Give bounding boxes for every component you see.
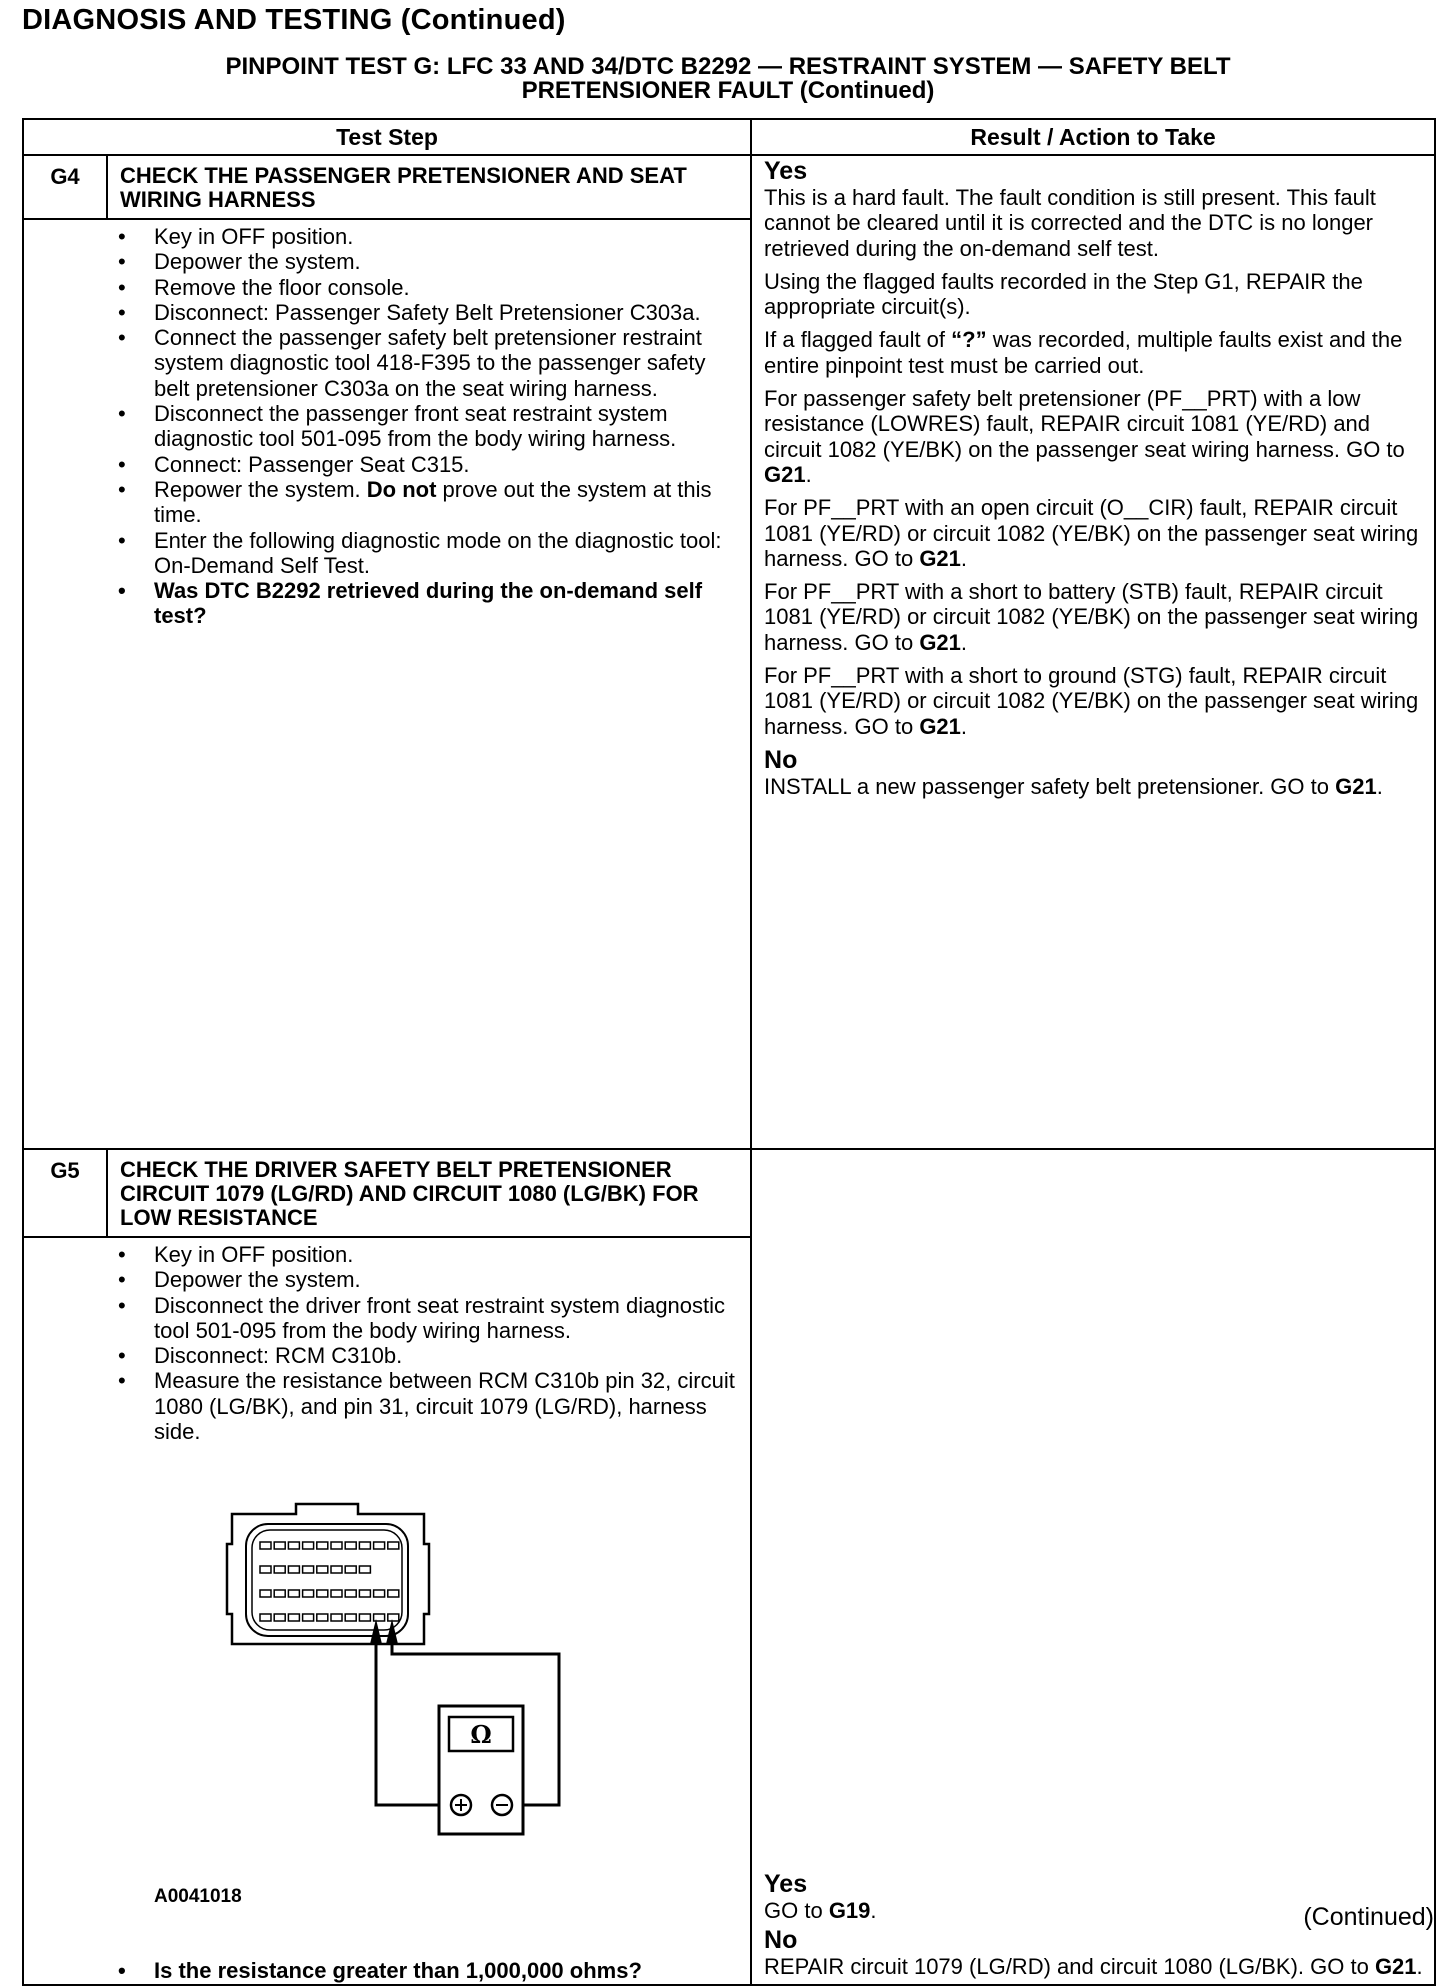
pin-cavity [260,1542,271,1549]
pin-cavity [359,1566,370,1573]
pinpoint-test-table [22,118,1436,1986]
result-g4-p7: For PF__PRT with a short to ground (STG) fault, REPAIR circuit 1081 (YE/RD) or circuit 1082 (YE/BK) on the passenger seat wiring harness. GO to G21. [764,663,1419,739]
result-g4-no: INSTALL a new passenger safety belt pretensioner. GO to G21. [764,773,1383,799]
list-item: • Connect the passenger safety belt pretensioner restraint system diagnostic tool 418-F395 to the passenger safety belt pretensioner C303a on the seat wiring harness. [24,325,742,401]
page-title: DIAGNOSIS AND TESTING (Continued) [22,4,566,36]
pin-cavity [359,1614,370,1621]
pin-cavity [388,1542,399,1549]
step-id-g5: G5 [23,1149,107,1237]
list-item: • Connect: Passenger Seat C315. [24,452,742,477]
pin-cavity [317,1542,328,1549]
pin-cavity [388,1614,399,1621]
pin-cavity [388,1590,399,1597]
result-g4-p6: For PF__PRT with a short to battery (STB) fault, REPAIR circuit 1081 (YE/RD) or circuit 1082 (YE/BK) on the passenger seat wiring harness. GO to G21. [764,579,1419,655]
pin-cavity [331,1614,342,1621]
goto-g21-link[interactable]: G21 [919,545,961,571]
result-g4-p2: Using the flagged faults recorded in the Step G1, REPAIR the appropriate circuit(s). [764,268,1363,320]
pin-cavity [331,1566,342,1573]
pin-cavity [317,1590,328,1597]
result-g4-p1: This is a hard fault. The fault condition is still present. This fault cannot be cleared until it is corrected and the DTC is no longer retrieved during the on-demand self test. [764,185,1376,261]
no-label-g4: No [764,745,798,774]
pin-cavity [274,1590,285,1597]
pinpoint-test-title [22,55,1434,103]
header-result-action: Result / Action to Take [751,119,1435,155]
question-g4: • Was DTC B2292 retrieved during the on-demand self test? [24,578,742,629]
connector-diagram [24,1484,742,1954]
pin-cavity [288,1542,299,1549]
ohm-symbol-icon: Ω [470,1720,492,1750]
question-g5: • Is the resistance greater than 1,000,000 ohms? [24,1958,742,1983]
goto-g21-link[interactable]: G21 [1374,1954,1417,1980]
result-g4-p5: For PF__PRT with an open circuit (O__CIR) fault, REPAIR circuit 1081 (YE/RD) or circuit 1082 (YE/BK) on the passenger seat wiring harness. GO to G21. [764,495,1419,571]
no-label-g5: No [764,1926,798,1955]
yes-label-g5: Yes [764,1870,808,1899]
pin-cavity [374,1542,385,1549]
result-g4-p4: For passenger safety belt pretensioner (PF__PRT) with a low resistance (LOWRES) fault, REPAIR circuit 1081 (YE/RD) and circuit 1082 (YE/BK) on the passenger seat wiring harness. GO to G21. [764,386,1405,487]
pin-cavity [274,1542,285,1549]
goto-g21-link[interactable]: G21 [919,713,961,739]
result-g4 [751,155,1435,1149]
test-title-line-2: PRETENSIONER FAULT (Continued) [521,77,935,104]
pin-cavity [260,1590,271,1597]
connector-meter-illustration [24,1484,744,1924]
result-g4-p3: If a flagged fault of “?” was recorded, multiple faults exist and the entire pinpoint test must be carried out. [764,327,1403,378]
pin-cavity [274,1566,285,1573]
step-id-g4: G4 [23,155,107,219]
pin-cavity [359,1590,370,1597]
pin-cavity [359,1542,370,1549]
goto-g21-link[interactable]: G21 [764,461,806,487]
pin-cavity [317,1614,328,1621]
test-title-line-1: PINPOINT TEST G: LFC 33 AND 34/DTC B2292 — RESTRAINT SYSTEM — SAFETY BELT [225,53,1231,80]
list-item: • Disconnect the passenger front seat restraint system diagnostic tool 501-095 from the body wiring harness. [24,401,742,452]
step-title-g4: CHECK THE PASSENGER PRETENSIONER AND SEAT WIRING HARNESS [107,155,751,219]
pin-cavity [274,1614,285,1621]
pin-cavity [345,1566,356,1573]
result-g5-yes: GO to G19. [764,1898,877,1924]
goto-g19-link[interactable]: G19 [828,1898,871,1924]
pin-cavity [345,1590,356,1597]
list-item: • Disconnect the driver front seat restraint system diagnostic tool 501-095 from the body wiring harness. [24,1293,742,1344]
pin-cavity [374,1614,385,1621]
goto-g21-link[interactable]: G21 [919,629,961,655]
list-item: • Measure the resistance between RCM C310b pin 32, circuit 1080 (LG/BK), and pin 31, circuit 1079 (LG/RD), harness side. [24,1368,742,1444]
pin-cavity [374,1590,385,1597]
pin-cavity [317,1566,328,1573]
pin-cavity [288,1566,299,1573]
list-item: • Key in OFF position. [24,224,742,249]
pin-cavity [303,1614,314,1621]
steps-g4 [23,219,751,1149]
pin-cavity [288,1590,299,1597]
list-item: • Enter the following diagnostic mode on the diagnostic tool: On-Demand Self Test. [24,528,742,579]
pin-cavity [331,1590,342,1597]
pin-cavity [288,1614,299,1621]
list-item: • Depower the system. [24,249,742,274]
pin-cavity [303,1590,314,1597]
list-item: • Key in OFF position. [24,1242,742,1267]
list-item: • Disconnect: RCM C310b. [24,1343,742,1368]
step-title-g5: CHECK THE DRIVER SAFETY BELT PRETENSIONER CIRCUIT 1079 (LG/RD) AND CIRCUIT 1080 (LG/BK) FOR LOW RESISTANCE [107,1149,751,1237]
pin-cavity [345,1614,356,1621]
pin-cavity [260,1614,271,1621]
yes-label-g4: Yes [764,157,808,185]
pin-cavity [331,1542,342,1549]
figure-label: A0041018 [154,1886,242,1908]
result-g5-no: REPAIR circuit 1079 (LG/RD) and circuit 1080 (LG/BK). GO to G21. [764,1954,1423,1980]
goto-g21-link[interactable]: G21 [1335,773,1377,799]
header-test-step: Test Step [23,119,751,155]
list-item: • Repower the system. Do not prove out the system at this time. [24,477,742,528]
result-g5 [751,1149,1435,1985]
pin-cavity [303,1566,314,1573]
pin-cavity [260,1566,271,1573]
continued-footer: (Continued) [1303,1903,1434,1931]
list-item: • Depower the system. [24,1267,742,1292]
list-item: • Disconnect: Passenger Safety Belt Pretensioner C303a. [24,300,742,325]
steps-g5 [23,1237,751,1985]
list-item: • Remove the floor console. [24,275,742,300]
pin-cavity [303,1542,314,1549]
pin-cavity [345,1542,356,1549]
